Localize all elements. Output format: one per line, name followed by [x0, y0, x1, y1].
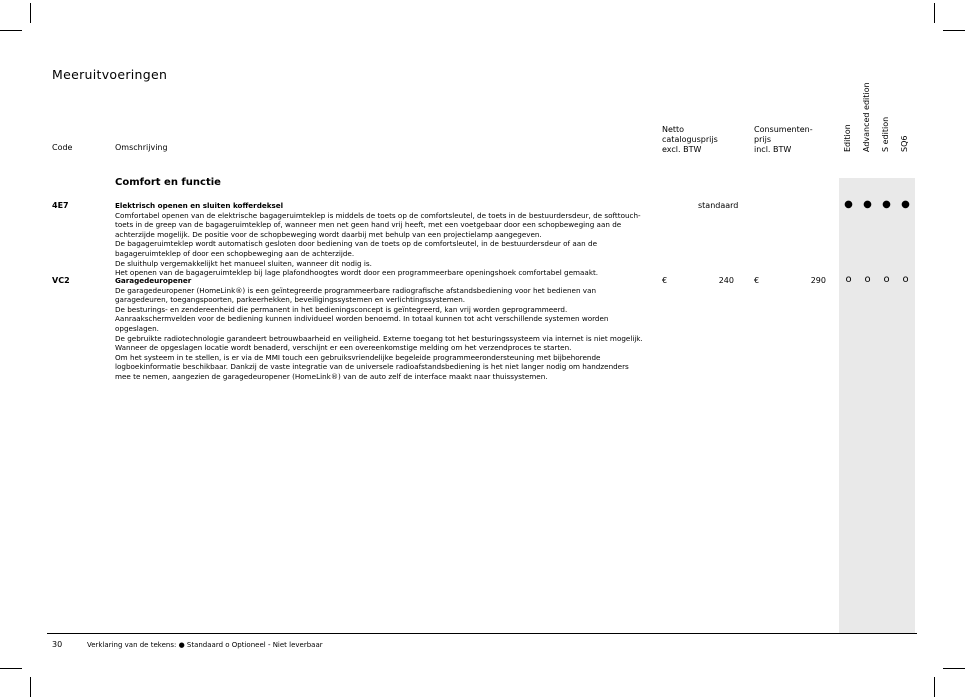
- s-edition-mark: o: [883, 274, 890, 285]
- option-title: Garagedeuropener: [115, 276, 192, 285]
- description-paragraph: Het openen van de bagageruimteklep bij lage plafondhoogtes wordt door een programmeerbare openingshoek comfortabel gemaakt.: [115, 268, 599, 278]
- crop-mark: [0, 30, 22, 31]
- legend: [87, 641, 323, 649]
- sq6-column-header: SQ6: [900, 135, 909, 152]
- description-paragraph: De besturings- en zendereenheid die permanent in het bedieningsconcept is geïntegreerd, kan vrij worden geprogrammeerd. Aanraakschermvelden voor de bediening kunnen individueel worden benoemd. In totaal kunnen tot acht verschillende systemen worden opgeslagen.: [115, 304, 609, 333]
- advanced-edition-column-bg: [858, 178, 877, 633]
- netto-header-line: catalogusprijs: [662, 135, 718, 144]
- crop-mark: [943, 668, 965, 669]
- description-paragraph: Wanneer de opgeslagen locatie wordt benaderd, verschijnt er een overeenkomstige melding om het verzendproces te starten.: [115, 343, 572, 353]
- edition-column-bg: [839, 178, 858, 633]
- legend-unavailable: - Niet leverbaar: [267, 641, 323, 649]
- edition-mark: ●: [844, 199, 853, 210]
- option-code: 4E7: [52, 201, 69, 210]
- description-column-header: Omschrijving: [115, 143, 168, 152]
- s-edition-column-header: S edition: [881, 116, 890, 152]
- sq6-mark: ●: [901, 199, 910, 210]
- option-title: Elektrisch openen en sluiten kofferdeksel: [115, 201, 284, 210]
- s-edition-column-bg: [877, 178, 896, 633]
- edition-column-header: Edition: [843, 124, 852, 152]
- code-column-header: Code: [52, 143, 73, 152]
- crop-mark: [30, 3, 31, 23]
- legend-label: Verklaring van de tekens:: [87, 641, 177, 649]
- description-paragraph: De gebruikte radiotechnologie garandeert betrouwbaarheid en veiligheid. Externe toegang tot het besturingssysteem via internet is niet mogelijk.: [115, 333, 643, 343]
- netto-currency: €: [662, 276, 668, 285]
- crop-mark: [934, 677, 935, 697]
- description-paragraph: De sluithulp vergemakkelijkt het manueel sluiten, wanneer dit nodig is.: [115, 258, 372, 268]
- netto-price-column-header: [662, 125, 718, 155]
- crop-mark: [934, 3, 935, 23]
- advanced-edition-mark: o: [864, 274, 871, 285]
- edition-mark: o: [845, 274, 852, 285]
- legend-standard: ● Standaard: [178, 641, 224, 649]
- description-paragraph: De garagedeuropener (HomeLink®) is een geïntegreerde programmeerbare radiografische afstandsbediening voor het bedienen van garagedeuren, toegangspoorten, parkeerhekken, beveiligingssystemen en verlichtingssystemen.: [115, 285, 597, 305]
- crop-mark: [0, 668, 22, 669]
- page-title: Meeruitvoeringen: [52, 67, 168, 82]
- page-number: 30: [52, 640, 63, 649]
- option-description: [115, 201, 645, 278]
- advanced-edition-column-header: Advanced edition: [862, 82, 871, 152]
- legend-optional: o Optioneel: [225, 641, 266, 649]
- consumer-header-line: Consumenten-: [754, 125, 813, 134]
- sq6-column-bg: [896, 178, 915, 633]
- consumer-header-line: incl. BTW: [754, 145, 792, 154]
- description-paragraph: Om het systeem in te stellen, is er via de MMI touch een gebruiksvriendelijke begeleide programmeerondersteuning met bijbehorende logboekinformatie beschikbaar. Dankzij de vaste integratie van de universele radioafstandsbediening is het niet langer nodig om handzenders mee te nemen, aangezien de garagedeuropener (HomeLink®) van de auto zelf de interface maakt naar thuissystemen.: [115, 352, 629, 381]
- price-note: standaard: [698, 201, 739, 210]
- crop-mark: [943, 30, 965, 31]
- advanced-edition-mark: ●: [863, 199, 872, 210]
- footer-rule: [47, 633, 917, 634]
- sq6-mark: o: [902, 274, 909, 285]
- section-title: Comfort en functie: [115, 177, 221, 188]
- consumer-currency: €: [754, 276, 760, 285]
- consumer-price: 290: [810, 276, 826, 285]
- netto-price: 240: [718, 276, 734, 285]
- netto-header-line: Netto: [662, 125, 685, 134]
- consumer-header-line: prijs: [754, 135, 771, 144]
- option-code: VC2: [52, 276, 70, 285]
- description-paragraph: De bagageruimteklep wordt automatisch gesloten door bediening van de toets op de comfortsleutel, in de bestuurdersdeur of aan de bagageruimteklep of door een schopbeweging aan de achterzijde.: [115, 239, 598, 258]
- netto-header-line: excl. BTW: [662, 145, 702, 154]
- crop-mark: [30, 677, 31, 697]
- option-description: [115, 276, 645, 382]
- consumer-price-column-header: [754, 125, 813, 155]
- description-paragraph: Comfortabel openen van de elektrische bagageruimteklep is middels de toets op de comfortsleutel, de toets in de bestuurdersdeur, de softtouch-toets in de greep van de bagageruimteklep of, wanneer men net geen hand vrij heeft, met een voetgebaar door een schopbeweging aan de achterzijde mogelijk. De positie voor de schopbeweging wordt daarbij met behulp van een projectielamp aangegeven.: [115, 210, 641, 239]
- s-edition-mark: ●: [882, 199, 891, 210]
